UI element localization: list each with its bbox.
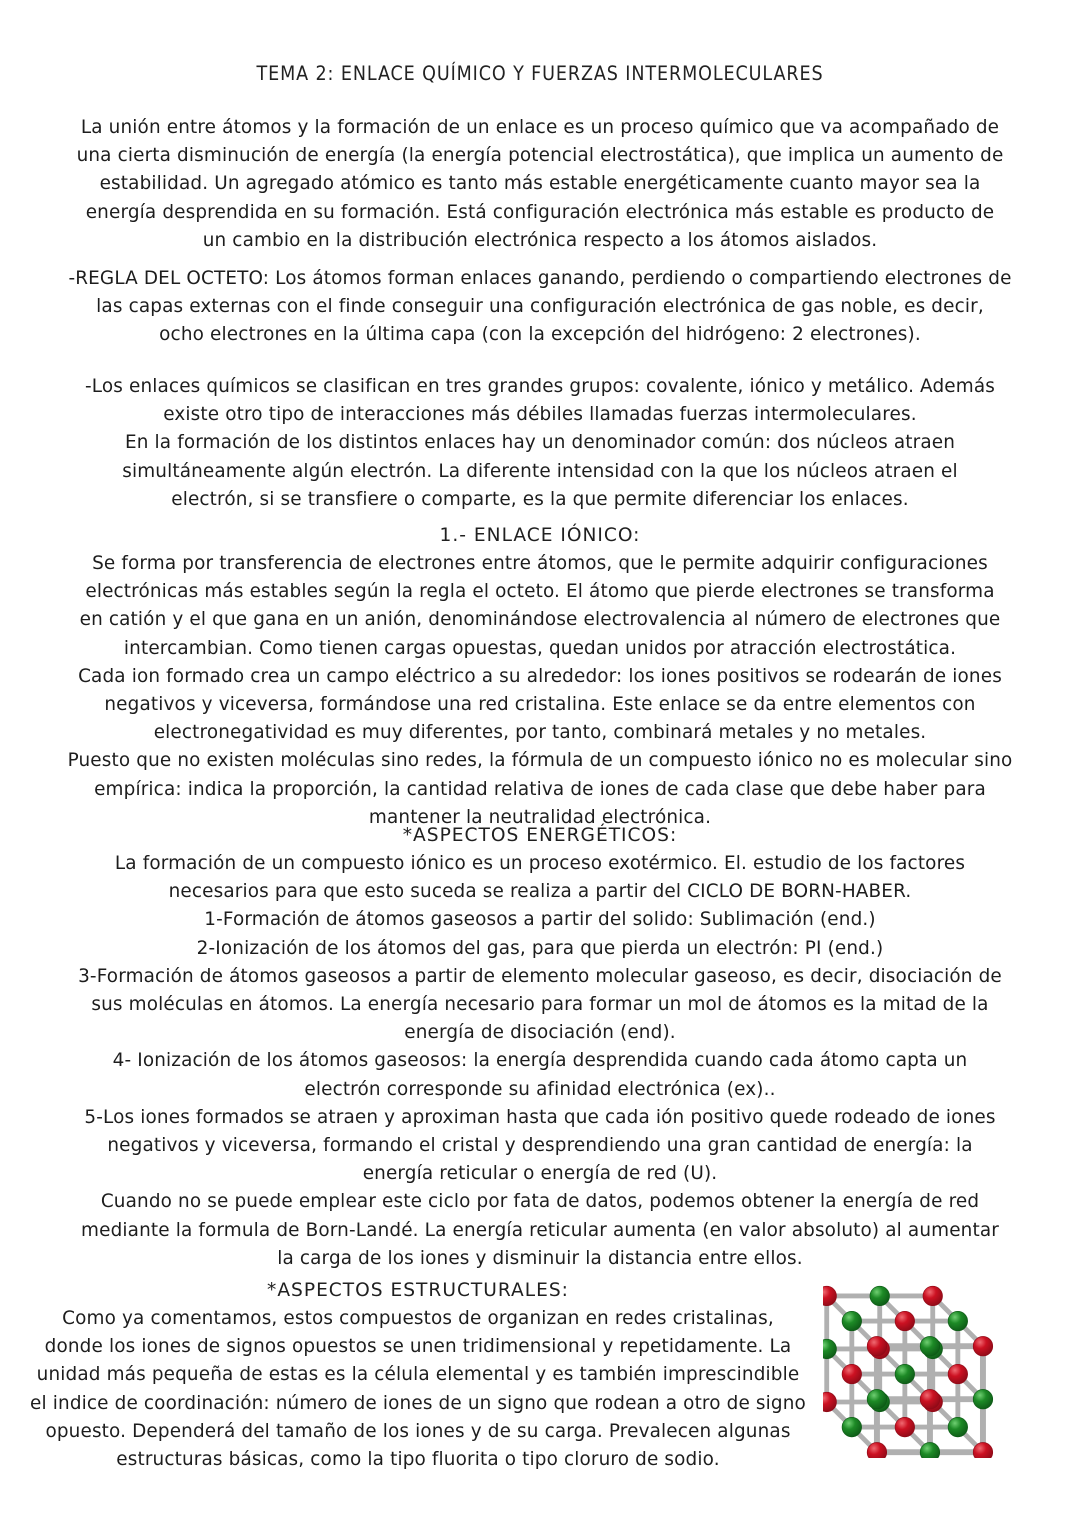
text-line: Cuando no se puede emplear este ciclo por fata de datos, podemos obtener la energía de red [100, 1191, 980, 1213]
intro-paragraph [40, 114, 1040, 255]
text-line: Como ya comentamos, estos compuestos de organizan en redes cristalinas, [62, 1308, 774, 1329]
regla-del-octeto-paragraph [40, 265, 1040, 350]
text-line: La formación de un compuesto iónico es un proceso exotérmico. El. estudio de los factores [114, 853, 966, 874]
text-line: Cada ion formado crea un campo eléctrico a su alrededor: los iones positivos se rodearán de iones [78, 665, 1002, 687]
text-line: simultáneamente algún electrón. La diferente intensidad con la que los núcleos atraen el [122, 460, 958, 482]
text-line: Puesto que no existen moléculas sino redes, la fórmula de un compuesto iónico no es molecular sino [67, 750, 1013, 772]
text-line: intercambian. Como tienen cargas opuestas, quedan unidos por atracción electrostática. [123, 637, 957, 659]
text-line: unidad más pequeña de estas es la célula elemental y es también imprescindible [36, 1364, 800, 1386]
text-line: -REGLA DEL OCTETO: Los átomos forman enlaces ganando, perdiendo o compartiendo electrones de [68, 268, 1012, 289]
text-line: energía de disociación (end). [404, 1022, 676, 1044]
text-line: Se forma por transferencia de electrones entre átomos, que le permite adquirir configuraciones [92, 553, 988, 574]
text-line: opuesto. Dependerá del tamaño de los iones y de su carga. Prevalecen algunas [45, 1420, 791, 1442]
text-line: electrónicas más estables según la regla el octeto. El átomo que pierde electrones se transforma [85, 581, 995, 603]
text-line: empírica: indica la proporción, la cantidad relativa de iones de cada clase que debe haber para [94, 778, 986, 800]
text-line: las capas externas con el finde conseguir una configuración electrónica de gas noble, es decir, [96, 296, 984, 318]
section-heading-aspectos-energeticos: *ASPECTOS ENERGÉTICOS: [402, 825, 678, 846]
text-line: donde los iones de signos opuestos se unen tridimensional y repetidamente. La [44, 1336, 792, 1358]
text-line: La unión entre átomos y la formación de un enlace es un proceso químico que va acompañado de [80, 117, 1000, 138]
aspectos-energeticos-section [40, 821, 1040, 1273]
text-line: el indice de coordinación: número de iones de un signo que rodean a otro de signo [30, 1392, 806, 1414]
aspectos-estructurales-section [18, 1276, 818, 1474]
text-line: energía desprendida en su formación. Está configuración electrónica más estable es producto de [85, 201, 995, 223]
text-line: electronegatividad es muy diferentes, por tanto, combinará metales y no metales. [153, 722, 927, 744]
text-line: la carga de los iones y disminuir la distancia entre ellos. [277, 1247, 803, 1269]
text-line: 1-Formación de átomos gaseosos a partir del solido: Sublimación (end.) [204, 909, 876, 931]
section-heading-enlace-ionico: 1.- ENLACE IÓNICO: [439, 525, 641, 546]
text-line: estructuras básicas, como la tipo fluorita o tipo cloruro de sodio. [116, 1449, 720, 1471]
text-line: En la formación de los distintos enlaces hay un denominador común: dos núcleos atraen [124, 432, 956, 454]
text-line: 2-Ionización de los átomos del gas, para que pierda un electrón: PI (end.) [196, 937, 884, 959]
text-line: 5-Los iones formados se atraen y aproximan hasta que cada ión positivo quede rodeado de iones [84, 1106, 996, 1128]
enlace-ionico-section [40, 521, 1040, 832]
text-line: -Los enlaces químicos se clasifican en tres grandes grupos: covalente, iónico y metálico. Además [85, 376, 995, 397]
text-line: en catión y el que gana en un anión, denominándose electrovalencia al número de electrones que [79, 609, 1001, 631]
text-line: ocho electrones en la última capa (con la excepción del hidrógeno: 2 electrones). [159, 324, 921, 346]
text-line: necesarios para que esto suceda se realiza a partir del CICLO DE BORN-HABER. [168, 881, 912, 903]
text-line: negativos y viceversa, formándose una red cristalina. Este enlace se da entre elementos con [104, 694, 976, 716]
page-title: TEMA 2: ENLACE QUÍMICO Y FUERZAS INTERMOLECULARES [256, 62, 824, 85]
text-line: estabilidad. Un agregado atómico es tanto más estable energéticamente cuanto mayor sea la [99, 173, 981, 195]
text-line: sus moléculas en átomos. La energía necesario para formar un mol de átomos es la mitad de la [91, 994, 989, 1016]
text-line: mantener la neutralidad electrónica. [368, 806, 712, 828]
text-line: una cierta disminución de energía (la energía potencial electrostática), que implica un aumento de [76, 145, 1004, 167]
text-line: energía reticular o energía de red (U). [362, 1163, 718, 1185]
text-line: electrón, si se transfiere o comparte, es la que permite diferenciar los enlaces. [171, 488, 909, 510]
text-line: un cambio en la distribución electrónica respecto a los átomos aislados. [202, 229, 878, 251]
clasificacion-paragraph [40, 373, 1040, 514]
text-line: 3-Formación de átomos gaseosos a partir de elemento molecular gaseoso, es decir, disociación de [78, 965, 1002, 987]
text-line: 4- Ionización de los átomos gaseosos: la energía desprendida cuando cada átomo capta un [112, 1050, 968, 1072]
text-line: electrón corresponde su afinidad electrónica (ex).. [304, 1078, 776, 1100]
text-line: existe otro tipo de interacciones más débiles llamadas fuerzas intermoleculares. [163, 404, 917, 426]
nacl-crystal-lattice-figure [823, 1266, 1009, 1458]
text-line: mediante la formula de Born-Landé. La energía reticular aumenta (en valor absoluto) al aumentar [81, 1219, 999, 1241]
section-heading-aspectos-estructurales: *ASPECTOS ESTRUCTURALES: [267, 1280, 569, 1301]
text-line: negativos y viceversa, formando el cristal y desprendiendo una gran cantidad de energía: la [107, 1135, 973, 1157]
